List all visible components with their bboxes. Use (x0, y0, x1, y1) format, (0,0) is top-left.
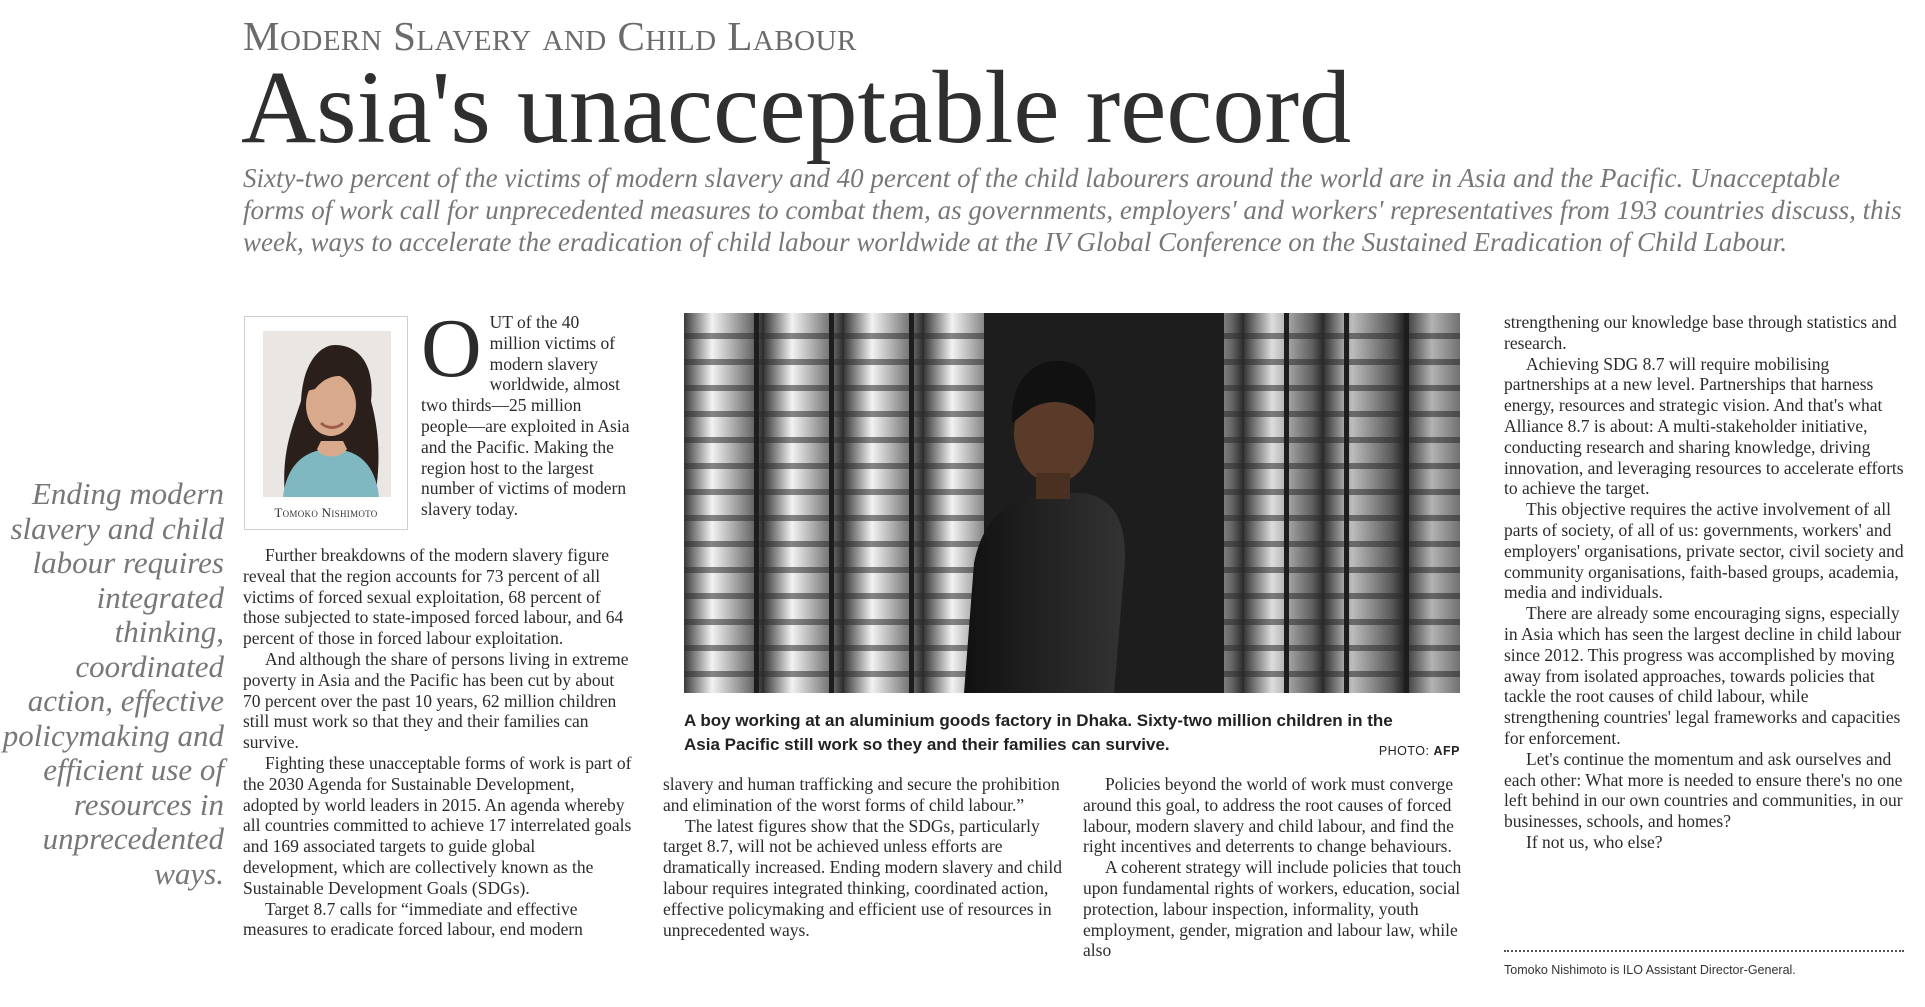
body-paragraph-8-cont: strengthening our knowledge base through statistics and research. (1504, 312, 1897, 353)
body-paragraph-8: A coherent strategy will include policies that touch upon fundamental rights of workers, education, social protection, labour inspection, informality, youth employment, gender, migration and labour law, while also (1083, 857, 1462, 961)
article-column-1-intro (421, 302, 631, 520)
article-photo (684, 313, 1460, 693)
standfirst: Sixty-two percent of the victims of modern slavery and 40 percent of the child labourers around the world are in Asia and the Pacific. Unacceptable forms of work call for unprecedented measures to combat them, as governments, employers' and workers' representatives from 193 countries discuss, this week, ways to accelerate the eradication of child labour worldwide at the IV Global Conference on the Sustained Eradication of Child Labour. (243, 163, 1902, 257)
factory-boy-image (684, 313, 1460, 693)
body-paragraph-7: Policies beyond the world of work must converge around this goal, to address the root causes of forced labour, modern slavery and child labour, and find the right incentives and deterrents to change behaviours. (1083, 774, 1454, 857)
body-paragraph-2: Further breakdowns of the modern slavery figure reveal that the region accounts for 73 percent of all victims of forced sexual exploitation, 68 percent of those subjected to state-imposed forced labour, and 64 percent of those in forced labour exploitation. (243, 545, 624, 649)
body-paragraph-9: Achieving SDG 8.7 will require mobilising partnerships at a new level. Partnerships that harness energy, resources and strategic vision. And that's what Alliance 8.7 is about: A multi-stakeholder initiative, conducting research and sharing knowledge, driving innovation, and leveraging resources to accelerate efforts to achieve the target. (1504, 353, 1904, 499)
body-paragraph-5-cont: slavery and human trafficking and secure the prohibition and elimination of the worst forms of child labour.” (663, 774, 1060, 815)
headline: Asia's unacceptable record (241, 50, 1352, 165)
body-paragraph-6: The latest figures show that the SDGs, particularly target 8.7, will not be achieved unless efforts are dramatically increased. Ending modern slavery and child labour requires integrated thinking, coordinated action, effective policymaking and efficient use of resources in unprecedented ways. (663, 815, 1062, 940)
article-column-3 (1083, 774, 1483, 961)
photo-credit (1250, 744, 1460, 758)
body-paragraph-13: If not us, who else? (1526, 831, 1663, 852)
article-column-2 (663, 774, 1063, 940)
body-paragraph-5: Target 8.7 calls for “immediate and effective measures to eradicate forced labour, end modern (243, 898, 583, 940)
body-paragraph-3: And although the share of persons living in extreme poverty in Asia and the Pacific has been cut by about 70 percent over the past 10 years, 62 million children still must work so that they and their families can survive. (243, 648, 629, 753)
author-bio: Tomoko Nishimoto is ILO Assistant Director-General. (1504, 963, 1796, 977)
photo-caption: A boy working at an aluminium goods factory in Dhaka. Sixty-two million children in the Asia Pacific still work so they and their families can survive. (684, 711, 1393, 754)
body-paragraph-11: There are already some encouraging signs, especially in Asia which has seen the largest decline in child labour since 2012. This progress was accomplished by moving away from isolated approaches, towards policies that tackle the root causes of child labour, while strengthening countries' legal frameworks and capacities for enforcement. (1504, 603, 1902, 748)
body-paragraph-12: Let's continue the momentum and ask ourselves and each other: What more is needed to ensure there's no one left behind in our own countries and communities, in our businesses, schools, and homes? (1504, 748, 1903, 832)
signature-divider (1504, 950, 1904, 952)
section-kicker: Modern Slavery and Child Labour (243, 13, 857, 59)
pull-quote: Ending modern slavery and child labour requires integrated thinking, coordinated action, effective policymaking and efficient use of resources in unprecedented ways. (2, 476, 224, 891)
body-paragraph-1: UT of the 40 million victims of modern slavery worldwide, almost two thirds—25 million people—are exploited in Asia and the Pacific. Making the region host to the largest number of victims of modern slavery today. (421, 312, 630, 520)
author-portrait (263, 331, 391, 497)
body-paragraph-4: Fighting these unacceptable forms of work is part of the 2030 Agenda for Sustainable Development, adopted by world leaders in 2015. An agenda whereby all countries committed to achieve 17 interrelated goals and 169 associated targets to guide global development, which are collectively known as the Sustainable Development Goals (SDGs). (243, 752, 632, 898)
photo-credit-label: PHOTO: (1378, 744, 1430, 758)
photo-credit-source: AFP (1433, 744, 1460, 758)
drop-cap: O (421, 302, 482, 395)
author-photo-box (244, 316, 408, 530)
body-paragraph-10: This objective requires the active involvement of all parts of society, of all of us: governments, workers' and employers' organisations, private sector, civil society and community organisations, faith-based groups, academia, media and individuals. (1504, 499, 1904, 603)
article-column-4 (1504, 312, 1904, 853)
author-name: Tomoko Nishimoto (274, 505, 378, 520)
article-column-1 (243, 545, 633, 940)
